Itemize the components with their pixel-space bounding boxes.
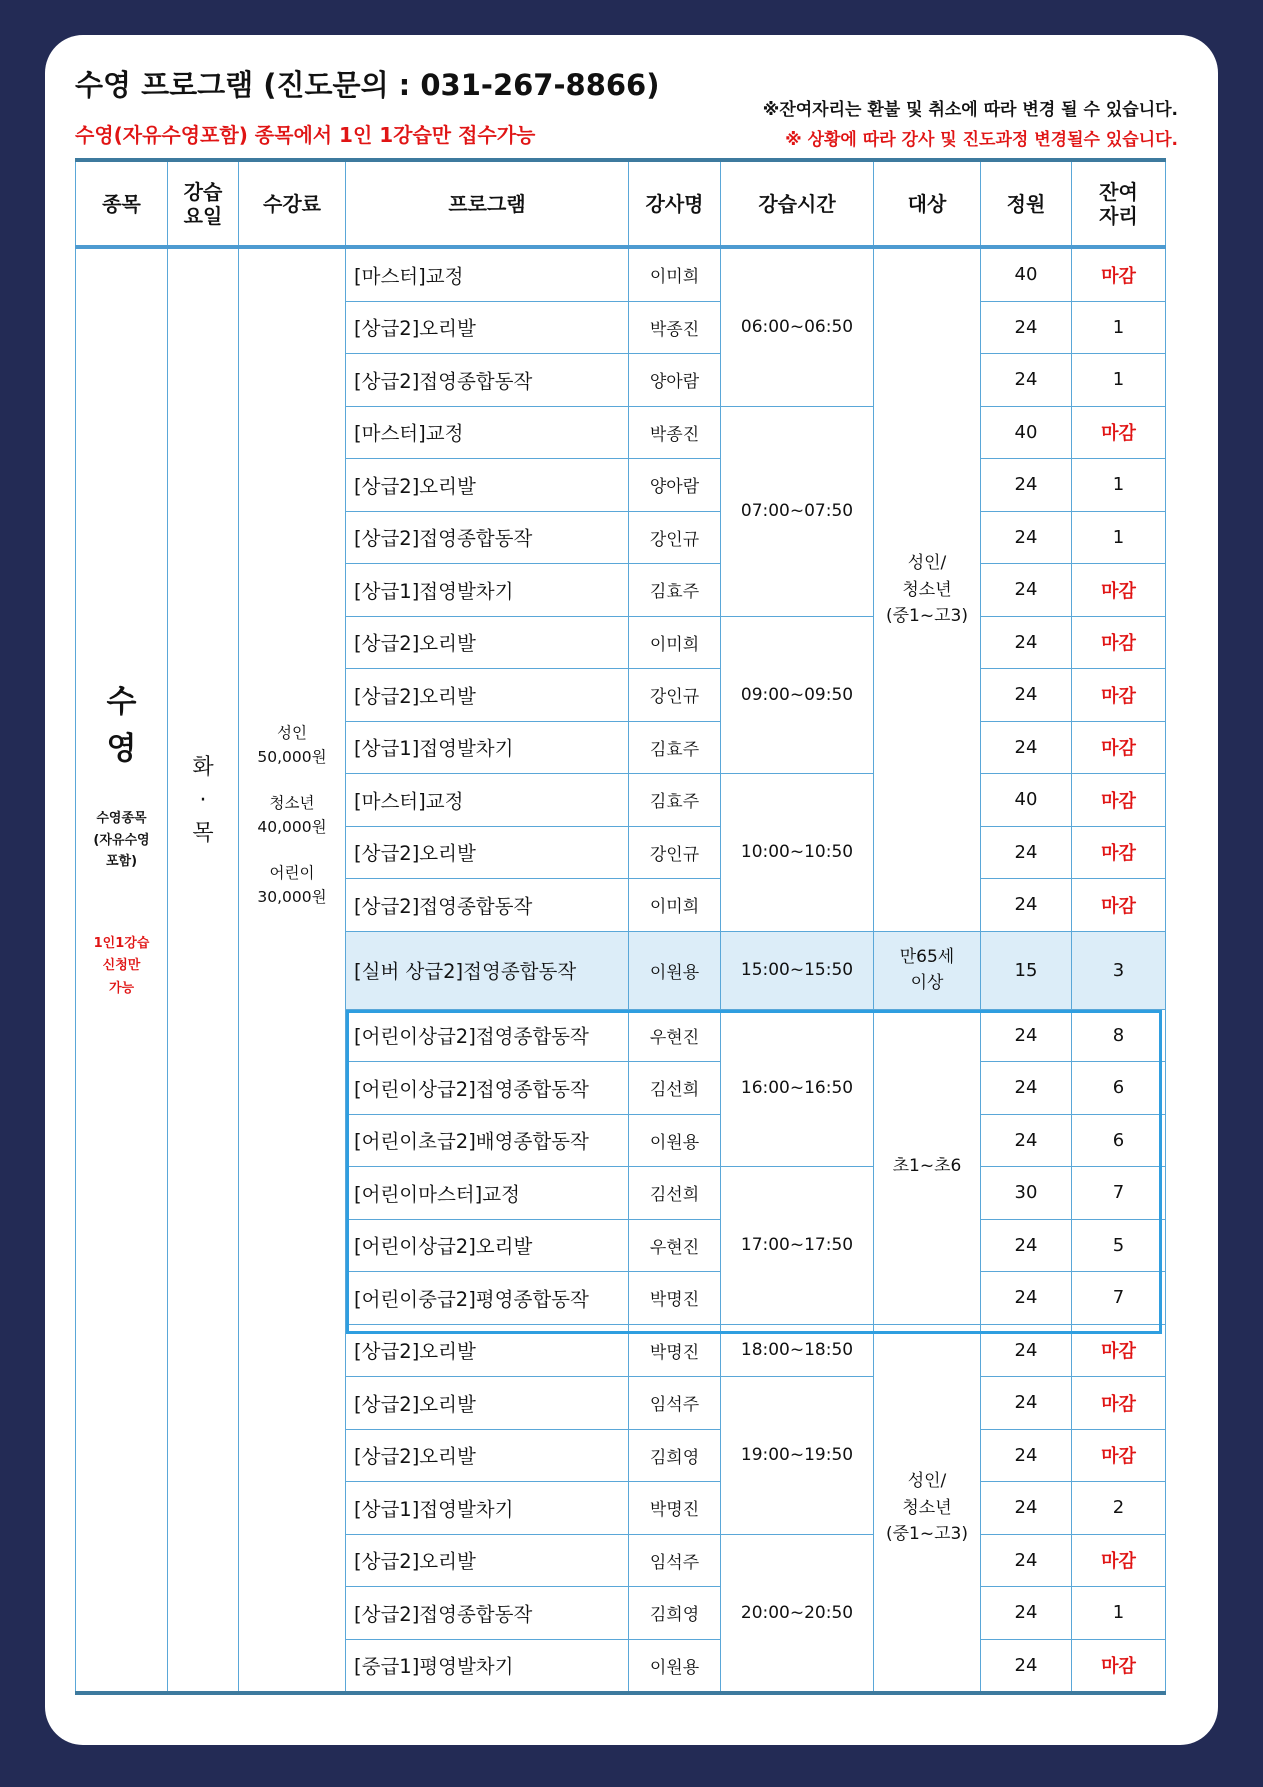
- capacity-value: 24: [981, 301, 1072, 354]
- program-name: [마스터]교정: [346, 774, 629, 827]
- capacity-value: 40: [981, 406, 1072, 459]
- target-group: 성인/ 청소년 (중1~고3): [874, 247, 981, 931]
- program-name: [상급2]접영종합동작: [346, 879, 629, 932]
- capacity-value: 24: [981, 564, 1072, 617]
- program-name: [상급2]접영종합동작: [346, 1587, 629, 1640]
- instructor-name: 강인규: [629, 826, 721, 879]
- remaining-value: 마감: [1072, 564, 1166, 617]
- instructor-name: 우현진: [629, 1219, 721, 1272]
- remaining-value: 마감: [1072, 826, 1166, 879]
- category-main: 수 영: [106, 684, 137, 767]
- instructor-name: 박종진: [629, 406, 721, 459]
- program-name: [상급2]오리발: [346, 301, 629, 354]
- remaining-value: 마감: [1072, 406, 1166, 459]
- instructor-name: 이원용: [629, 1639, 721, 1693]
- target-group: 성인/ 청소년 (중1~고3): [874, 1324, 981, 1693]
- instructor-name: 임석주: [629, 1534, 721, 1587]
- remaining-value: 마감: [1072, 1324, 1166, 1377]
- remaining-value: 8: [1072, 1009, 1166, 1062]
- program-name: [상급2]접영종합동작: [346, 511, 629, 564]
- program-name: [상급2]오리발: [346, 1377, 629, 1430]
- time-slot: 09:00~09:50: [721, 616, 874, 774]
- enrollment-notice: 수영(자유수영포함) 종목에서 1인 1강습만 접수가능: [75, 123, 536, 147]
- instructor-name: 박명진: [629, 1324, 721, 1377]
- program-name: [어린이중급2]평영종합동작: [346, 1272, 629, 1325]
- category-cell: [76, 247, 168, 1693]
- program-name: [상급2]오리발: [346, 459, 629, 512]
- col-program: 프로그램: [346, 160, 629, 247]
- instructor-name: 양아람: [629, 459, 721, 512]
- program-name: [상급2]오리발: [346, 1429, 629, 1482]
- capacity-value: 24: [981, 616, 1072, 669]
- capacity-value: 24: [981, 826, 1072, 879]
- capacity-value: 24: [981, 354, 1072, 407]
- remaining-value: 1: [1072, 301, 1166, 354]
- remaining-value: 5: [1072, 1219, 1166, 1272]
- target-group: 초1~초6: [874, 1009, 981, 1324]
- capacity-value: 40: [981, 247, 1072, 301]
- program-name: [상급1]접영발차기: [346, 1482, 629, 1535]
- capacity-value: 24: [981, 511, 1072, 564]
- category-note: 1인1강습 신청만 가능: [93, 935, 150, 997]
- remaining-value: 7: [1072, 1167, 1166, 1220]
- program-name: [어린이상급2]오리발: [346, 1219, 629, 1272]
- col-time: 강습시간: [721, 160, 874, 247]
- instructor-name: 김희영: [629, 1429, 721, 1482]
- instructor-name: 양아람: [629, 354, 721, 407]
- category-sub: 수영종목 (자유수영 포함): [93, 811, 150, 870]
- instructor-name: 김효주: [629, 721, 721, 774]
- instructor-name: 박명진: [629, 1482, 721, 1535]
- fee-youth: 청소년 40,000원: [257, 793, 327, 836]
- program-name: [마스터]교정: [346, 406, 629, 459]
- program-name: [상급2]오리발: [346, 1534, 629, 1587]
- change-notice: ※ 상황에 따라 강사 및 진도과정 변경될수 있습니다.: [785, 130, 1178, 150]
- instructor-name: 박명진: [629, 1272, 721, 1325]
- capacity-value: 24: [981, 459, 1072, 512]
- instructor-name: 이미희: [629, 616, 721, 669]
- page-title: 수영 프로그램 (진도문의 : 031-267-8866): [75, 68, 660, 102]
- time-slot: 16:00~16:50: [721, 1009, 874, 1167]
- instructor-name: 박종진: [629, 301, 721, 354]
- program-name: [상급1]접영발차기: [346, 564, 629, 617]
- instructor-name: 이미희: [629, 879, 721, 932]
- instructor-name: 이미희: [629, 247, 721, 301]
- capacity-value: 24: [981, 1482, 1072, 1535]
- instructor-name: 우현진: [629, 1009, 721, 1062]
- instructor-name: 김희영: [629, 1587, 721, 1640]
- header-row: [76, 160, 1166, 247]
- remaining-value: 마감: [1072, 721, 1166, 774]
- program-name: [어린이마스터]교정: [346, 1167, 629, 1220]
- instructor-name: 이원용: [629, 1114, 721, 1167]
- capacity-value: 24: [981, 1272, 1072, 1325]
- capacity-value: 24: [981, 879, 1072, 932]
- capacity-value: 15: [981, 931, 1072, 1009]
- remaining-value: 7: [1072, 1272, 1166, 1325]
- time-slot: 19:00~19:50: [721, 1377, 874, 1535]
- program-name: [중급1]평영발차기: [346, 1639, 629, 1693]
- instructor-name: 김선희: [629, 1167, 721, 1220]
- instructor-name: 김선희: [629, 1062, 721, 1115]
- col-days: 강습 요일: [168, 160, 239, 247]
- time-slot: 10:00~10:50: [721, 774, 874, 932]
- remaining-value: 1: [1072, 459, 1166, 512]
- time-slot: 07:00~07:50: [721, 406, 874, 616]
- instructor-name: 이원용: [629, 931, 721, 1009]
- program-name: [상급2]오리발: [346, 826, 629, 879]
- remaining-value: 마감: [1072, 669, 1166, 722]
- program-name: [실버 상급2]접영종합동작: [346, 931, 629, 1009]
- remaining-value: 6: [1072, 1062, 1166, 1115]
- time-slot: 17:00~17:50: [721, 1167, 874, 1325]
- remaining-value: 3: [1072, 931, 1166, 1009]
- instructor-name: 임석주: [629, 1377, 721, 1430]
- program-name: [상급2]오리발: [346, 669, 629, 722]
- col-instructor: 강사명: [629, 160, 721, 247]
- program-name: [상급1]접영발차기: [346, 721, 629, 774]
- remaining-value: 마감: [1072, 879, 1166, 932]
- program-name: [어린이상급2]접영종합동작: [346, 1009, 629, 1062]
- capacity-value: 24: [981, 721, 1072, 774]
- capacity-value: 24: [981, 669, 1072, 722]
- capacity-value: 24: [981, 1587, 1072, 1640]
- capacity-value: 24: [981, 1639, 1072, 1693]
- fee-child: 어린이 30,000원: [257, 864, 327, 907]
- remaining-value: 6: [1072, 1114, 1166, 1167]
- capacity-value: 30: [981, 1167, 1072, 1220]
- remaining-value: 마감: [1072, 247, 1166, 301]
- remaining-value: 마감: [1072, 616, 1166, 669]
- table-row: [76, 247, 1166, 301]
- capacity-value: 24: [981, 1114, 1072, 1167]
- col-category: 종목: [76, 160, 168, 247]
- remaining-seats-notice: ※잔여자리는 환불 및 취소에 따라 변경 될 수 있습니다.: [762, 100, 1178, 120]
- instructor-name: 강인규: [629, 511, 721, 564]
- instructor-name: 김효주: [629, 564, 721, 617]
- remaining-value: 마감: [1072, 1639, 1166, 1693]
- remaining-value: 2: [1072, 1482, 1166, 1535]
- time-slot: 06:00~06:50: [721, 247, 874, 406]
- col-capacity: 정원: [981, 160, 1072, 247]
- fee-adult: 성인 50,000원: [257, 723, 327, 766]
- program-name: [상급2]접영종합동작: [346, 354, 629, 407]
- target-group: 만65세 이상: [874, 931, 981, 1009]
- capacity-value: 24: [981, 1324, 1072, 1377]
- capacity-value: 24: [981, 1219, 1072, 1272]
- instructor-name: 강인규: [629, 669, 721, 722]
- capacity-value: 24: [981, 1429, 1072, 1482]
- capacity-value: 24: [981, 1062, 1072, 1115]
- program-name: [어린이초급2]배영종합동작: [346, 1114, 629, 1167]
- program-name: [상급2]오리발: [346, 616, 629, 669]
- remaining-value: 마감: [1072, 1534, 1166, 1587]
- remaining-value: 마감: [1072, 1429, 1166, 1482]
- time-slot: 15:00~15:50: [721, 931, 874, 1009]
- time-slot: 18:00~18:50: [721, 1324, 874, 1377]
- remaining-value: 마감: [1072, 1377, 1166, 1430]
- col-target: 대상: [874, 160, 981, 247]
- fee-cell: [239, 247, 346, 1693]
- remaining-value: 마감: [1072, 774, 1166, 827]
- time-slot: 20:00~20:50: [721, 1534, 874, 1693]
- instructor-name: 김효주: [629, 774, 721, 827]
- capacity-value: 24: [981, 1377, 1072, 1430]
- program-name: [어린이상급2]접영종합동작: [346, 1062, 629, 1115]
- capacity-value: 24: [981, 1534, 1072, 1587]
- col-remaining: 잔여 자리: [1072, 160, 1166, 247]
- program-name: [마스터]교정: [346, 247, 629, 301]
- swim-schedule-table: [75, 158, 1166, 1695]
- remaining-value: 1: [1072, 1587, 1166, 1640]
- capacity-value: 24: [981, 1009, 1072, 1062]
- col-fee: 수강료: [239, 160, 346, 247]
- remaining-value: 1: [1072, 354, 1166, 407]
- days-cell: 화 · 목: [168, 247, 239, 1693]
- program-name: [상급2]오리발: [346, 1324, 629, 1377]
- capacity-value: 40: [981, 774, 1072, 827]
- remaining-value: 1: [1072, 511, 1166, 564]
